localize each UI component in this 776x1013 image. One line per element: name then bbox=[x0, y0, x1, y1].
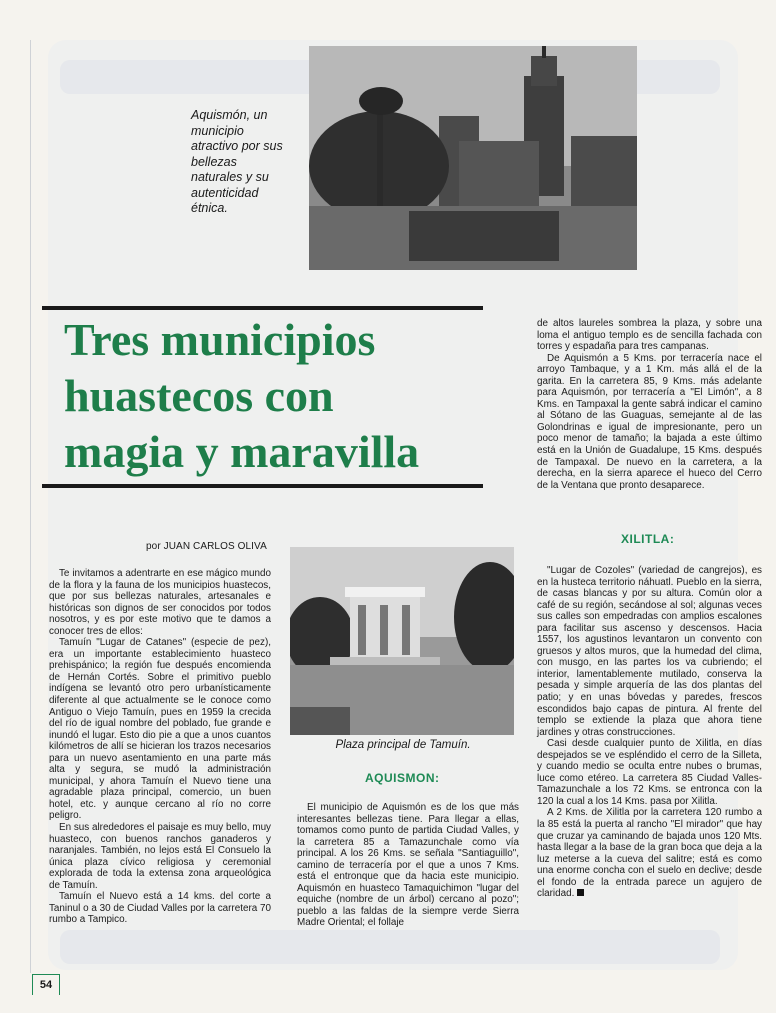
paragraph: de altos laureles sombrea la plaza, y sobre una loma el antiguo templo es de sencilla fachada con torres y espadaña para tres campanas. bbox=[537, 318, 762, 353]
paragraph: Casi desde cualquier punto de Xilitla, en días despejados se ve espléndido el cerro de la Silleta, y cuando medio se oculta entre nubes o brumas, luce como etéreo. La carretera 85 Ciudad Valles-Tamazunchale a los 72 Kms. se entronca con la 120 la cual a los 14 Kms. pasa por Xilitla. bbox=[537, 738, 762, 807]
top-photo-caption: Aquismón, un municipio atractivo por sus bellezas naturales y su autenticidad étnica. bbox=[191, 108, 283, 215]
section-heading-aquismon: AQUISMON: bbox=[365, 771, 440, 785]
title-rule-top bbox=[42, 306, 483, 310]
paragraph: Te invitamos a adentrarte en ese mágico mundo de la flora y la fauna de los municipios huastecos, que por sus bellezas naturales, artesanales e históricas son dignos de ser conocidos por todos nosotros, y es por este motivo que te damos a conocer tres de ellos: bbox=[49, 568, 271, 637]
photo-kiosk-plaza-icon bbox=[290, 547, 514, 735]
paragraph: "Lugar de Cozoles" (variedad de cangrejos), es en la husteca territorio náhuatl. Pueblo en la sierra, de casas blancas y por su altura. Común olor a café de su región, secándose al sol; algunas veces sus calles son empedradas con amplios escalones para facilitar sus ascenso y descensos. Hacia 1557, los agustinos levantaron un convento con gruesos y altos muros, que la humedad del clima, con musgo, en las partes los va cubriendo; el interior, lamentablemente mutilado, conserva la pesada y simple arquería de las dos plantas del patio; y en unas bóvedas y paredes, frescos escondidos bajo capas de pintura. Al frente del templo se extiende la plaza que ahora tiene jardines y otras construcciones. bbox=[537, 565, 762, 738]
photo-church-plaza-icon bbox=[309, 46, 637, 270]
title-line: huastecos con bbox=[64, 370, 334, 421]
column-3-bottom bbox=[537, 565, 762, 900]
paragraph-text: A 2 Kms. de Xilitla por la carretera 120 rumbo a la 85 está la puerta al rancho "El mirador" que hay que cruzar ya caminando de bajada unos 120 Mts. hasta llegar a la base de la gran boca que deja a la luz meterse a la cueva del salitre; está es como una enorme concha con el suelo en declive; desde el fondo de la entrada parece un agujero de claridad. bbox=[537, 807, 762, 900]
left-margin-rule bbox=[30, 40, 31, 973]
column-2 bbox=[297, 802, 519, 929]
byline: por JUAN CARLOS OLIVA bbox=[146, 541, 267, 552]
page-number: 54 bbox=[32, 974, 60, 995]
middle-photo-caption: Plaza principal de Tamuín. bbox=[335, 739, 471, 751]
article-title bbox=[64, 312, 494, 480]
kiosk-plaza-photo bbox=[290, 547, 514, 735]
paragraph: El municipio de Aquismón es de los que más interesantes bellezas tiene. Para llegar a ellas, tomamos como punto de partida Ciudad Valles, y la carretera 85 a Tamazunchale como vía principal. A los 26 Kms. se señala "Santiaguillo", camino de terracería por el que a unos 7 Kms. está el entronque que da hacia este municipio. Aquismón en huasteco Tamaquichimon "lugar del equiche (nombre de un árbol) cercano al pozo"; pueblo a las faldas de la siempre verde Sierra Madre Oriental; el follaje bbox=[297, 802, 519, 929]
title-line: Tres municipios bbox=[64, 314, 376, 365]
paragraph: De Aquismón a 5 Kms. por terracería nace el arroyo Tambaque, y a 1 Km. más allá el de la garita. En la carretera 85, 9 Kms. más adelante para Aquismón, por terracería a "El Limón", a 8 Kms. en Tampaxal la gente sabrá indicar el camino al Sótano de las Guaguas, semejante al de las Golondrinas e igual de impresionante, pero un poco menor de tamaño; la bajada a este último está en la Unión de Guadalupe, 15 Kms. después de Tampaxal. De nuevo en la carretera, a la derecha, en la sierra aparece el hueco del Cerro de la Ventana que pronto desaparece. bbox=[537, 352, 762, 491]
column-1 bbox=[49, 568, 271, 926]
column-3-top bbox=[537, 318, 762, 491]
section-heading-xilitla: XILITLA: bbox=[621, 532, 675, 546]
paragraph: Tamuín "Lugar de Catanes" (especie de pez), era un importante establecimiento huasteco prehispánico; la región fue después encomienda de Hernán Cortés. Sobre el primitivo pueblo indígena se levantó otro pero urbanísticamente diferente al que actualmente se le conoce como Antiguo o Viejo Tamuín, pues en 1959 la crecida del río de igual nombre del poblado, fue grande e inundó el lugar. Esto dio pie a que a unos cuantos kilómetros de allí se hicieran los trazos necesarios para un nuevo asentamiento en una parte más alta y segura, se mudó la administración municipal, y ahora Tamuín el Nuevo tiene una agradable plaza principal, comercio, un buen hotel, etc. y aunque cercano al río no corre peligro. bbox=[49, 637, 271, 822]
paragraph: Tamuín el Nuevo está a 14 kms. del corte a Taninul o a 30 de Ciudad Valles por la carretera 70 rumbo a Tampico. bbox=[49, 891, 271, 926]
church-plaza-photo bbox=[309, 46, 637, 270]
title-rule-bottom bbox=[42, 484, 483, 488]
paragraph: En sus alrededores el paisaje es muy bello, muy huasteco, con buenos ranchos ganaderos y naranjales. También, no lejos está El Consuelo la única plaza cívico religiosa y ceremonial explorada de toda la extensa zona arqueológica de Tamuín. bbox=[49, 822, 271, 891]
title-line: magia y maravilla bbox=[64, 426, 420, 477]
show-through-band bbox=[60, 930, 720, 964]
paragraph bbox=[537, 807, 762, 899]
end-of-article-icon bbox=[577, 889, 584, 896]
